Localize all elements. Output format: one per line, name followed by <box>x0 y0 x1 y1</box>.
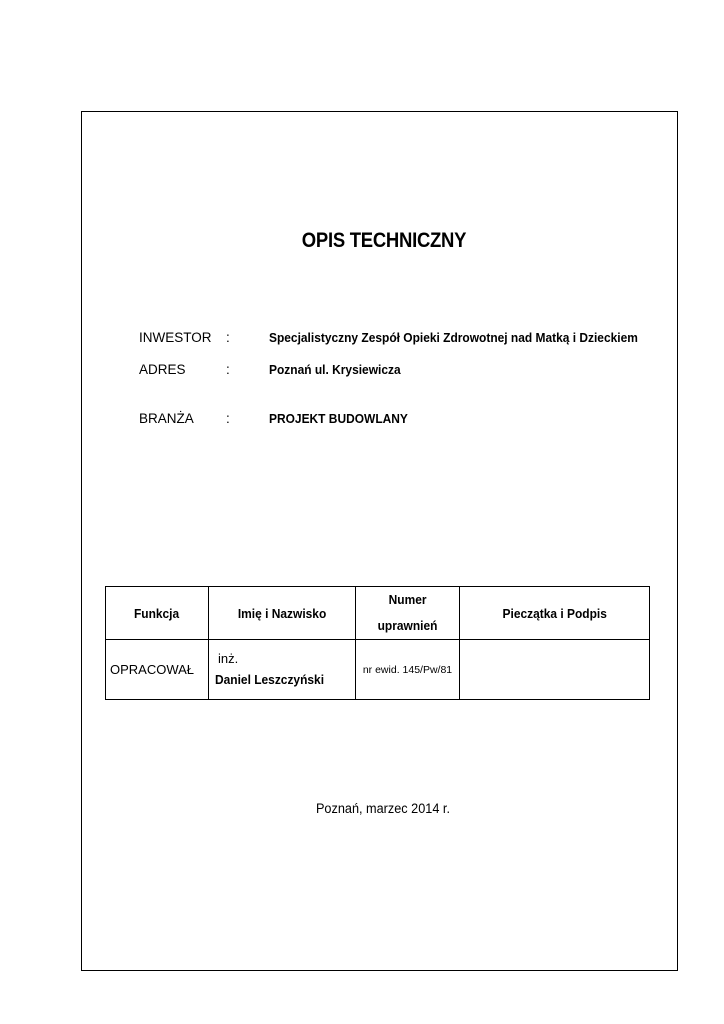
info-value-branch: PROJEKT BUDOWLANY <box>269 411 408 426</box>
info-value-investor: Specjalistyczny Zespół Opieki Zdrowotnej nad Matką i Dzieckiem <box>269 330 638 345</box>
table-row <box>106 640 650 700</box>
header-name-text: Imię i Nazwisko <box>237 605 327 621</box>
header-license <box>356 587 460 640</box>
signature-table <box>105 586 650 700</box>
header-signature <box>460 587 650 640</box>
header-function-text: Funkcja <box>134 605 180 621</box>
info-separator: : <box>226 411 230 426</box>
cell-function: OPRACOWAŁ <box>106 640 209 700</box>
info-label-investor: INWESTOR <box>139 330 212 345</box>
info-separator: : <box>226 330 230 345</box>
header-signature-text: Pieczątka i Podpis <box>502 605 607 621</box>
header-license-line2: uprawnień <box>377 618 438 633</box>
document-title-text: OPIS TECHNICZNY <box>301 229 467 252</box>
header-function <box>106 587 209 640</box>
table-header-row <box>106 587 650 640</box>
cell-signature <box>460 640 650 700</box>
name-value: Daniel Leszczyński <box>215 671 325 687</box>
footer-place-date <box>0 801 724 816</box>
footer-place-date-text: Poznań, marzec 2014 r. <box>315 801 450 816</box>
header-name <box>209 587 356 640</box>
document-title <box>46 229 683 253</box>
info-value-address: Poznań ul. Krysiewicza <box>269 362 401 377</box>
cell-name <box>209 640 356 700</box>
info-label-address: ADRES <box>139 362 186 377</box>
header-license-line1: Numer <box>388 592 427 607</box>
cell-license: nr ewid. 145/Pw/81 <box>356 640 460 700</box>
name-prefix: inż. <box>218 650 239 666</box>
info-label-branch: BRANŻA <box>139 411 194 426</box>
info-separator: : <box>226 362 230 377</box>
